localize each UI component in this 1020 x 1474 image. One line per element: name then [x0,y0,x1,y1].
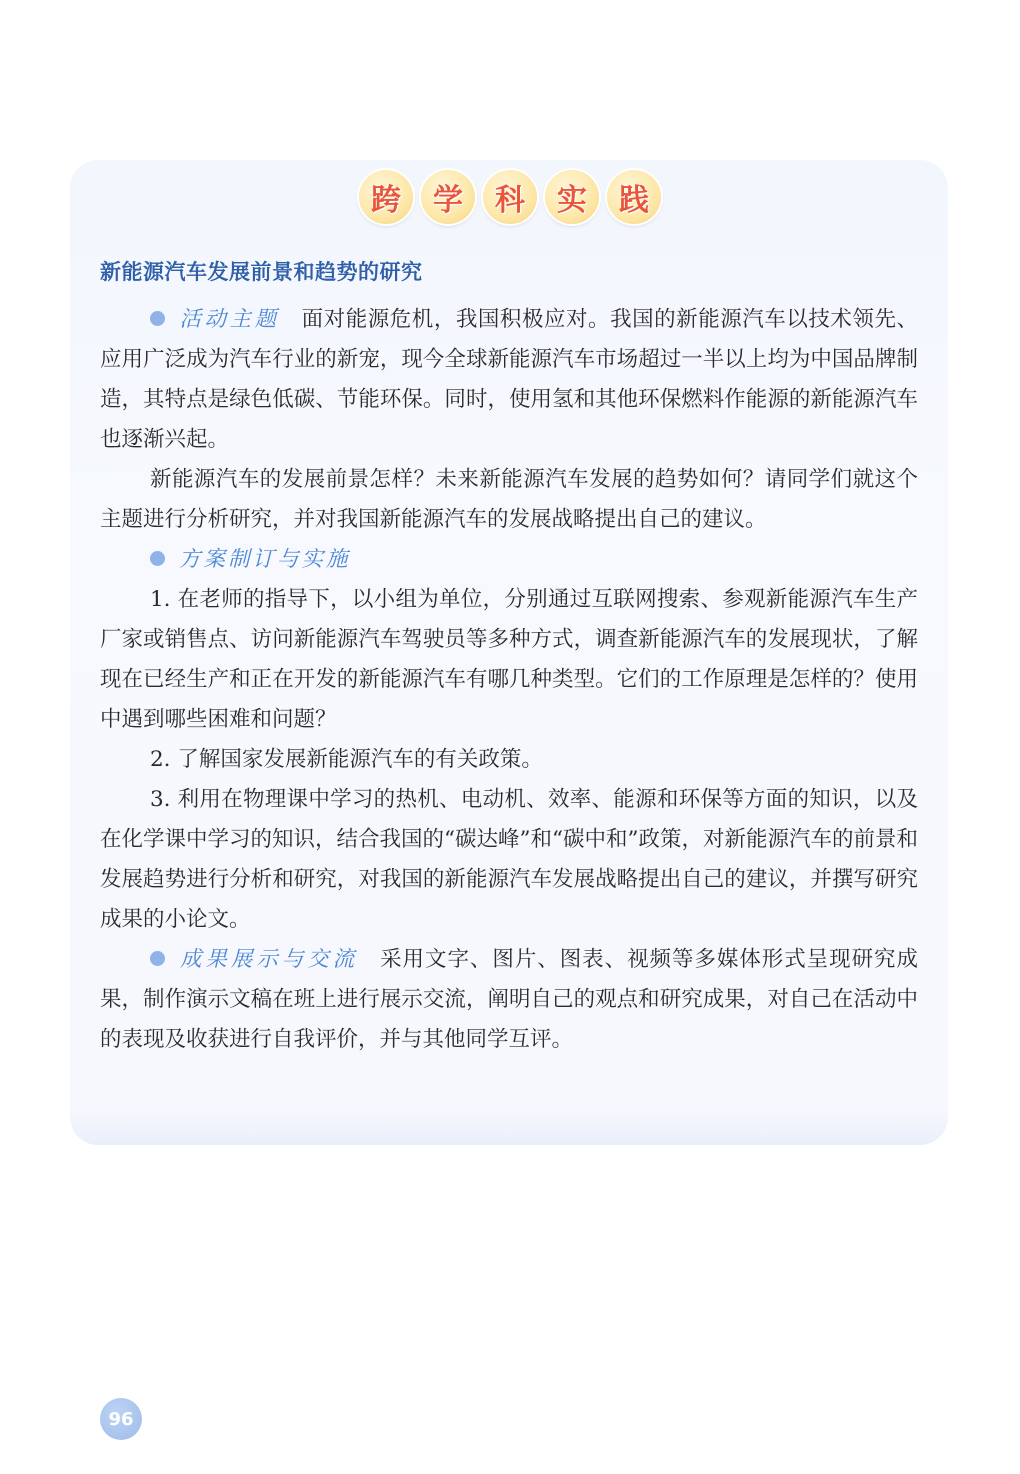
result-heading: 成果展示与交流 [179,947,359,972]
activity-content [100,300,918,1060]
bullet-dot-icon [150,311,165,326]
result-text: 采用文字、图片、图表、视频等多媒体形式呈现研究成果，制作演示文稿在班上进行展示交流，阐明自己的观点和研究成果，对自己在活动中的表现及收获进行自我评价，并与其他同学互评。 [100,947,918,1052]
banner-char: 学 [421,170,475,224]
theme-heading: 活动主题 [179,307,280,332]
bullet-dot-icon [150,551,165,566]
plan-heading-row [100,540,918,580]
section-banner [0,170,1020,234]
banner-char: 实 [545,170,599,224]
theme-paragraph [100,300,918,460]
bullet-dot-icon [150,951,165,966]
plan-step-2: 2. 了解国家发展新能源汽车的有关政策。 [150,747,543,772]
activity-title: 新能源汽车发展前景和趋势的研究 [100,260,423,284]
content-panel-shadow [70,1110,948,1145]
result-paragraph [100,940,918,1060]
theme-text: 面对能源危机，我国积极应对。我国的新能源汽车以技术领先、应用广泛成为汽车行业的新宠，现今全球新能源汽车市场超过一半以上均为中国品牌制造，其特点是绿色低碳、节能环保。同时，使用氢和其他环保燃料作能源的新能源汽车也逐渐兴起。 [100,307,918,452]
plan-heading: 方案制订与实施 [179,547,351,572]
plan-step-3: 3. 利用在物理课中学习的热机、电动机、效率、能源和环保等方面的知识，以及在化学课中学习的知识，结合我国的“碳达峰”和“碳中和”政策，对新能源汽车的前景和发展趋势进行分析和研究，对我国的新能源汽车发展战略提出自己的建议，并撰写研究成果的小论文。 [100,787,918,932]
banner-char: 科 [483,170,537,224]
plan-step-1: 1. 在老师的指导下，以小组为单位，分别通过互联网搜索、参观新能源汽车生产厂家或销售点、访问新能源汽车驾驶员等多种方式，调查新能源汽车的发展现状，了解现在已经生产和正在开发的新能源汽车有哪几种类型。它们的工作原理是怎样的？使用中遇到哪些困难和问题？ [100,587,918,732]
banner-char: 践 [607,170,661,224]
theme-question-paragraph: 新能源汽车的发展前景怎样？未来新能源汽车发展的趋势如何？请同学们就这个主题进行分析研究，并对我国新能源汽车的发展战略提出自己的建议。 [100,467,918,532]
page-number: 96 [100,1398,142,1440]
banner-char: 跨 [359,170,413,224]
